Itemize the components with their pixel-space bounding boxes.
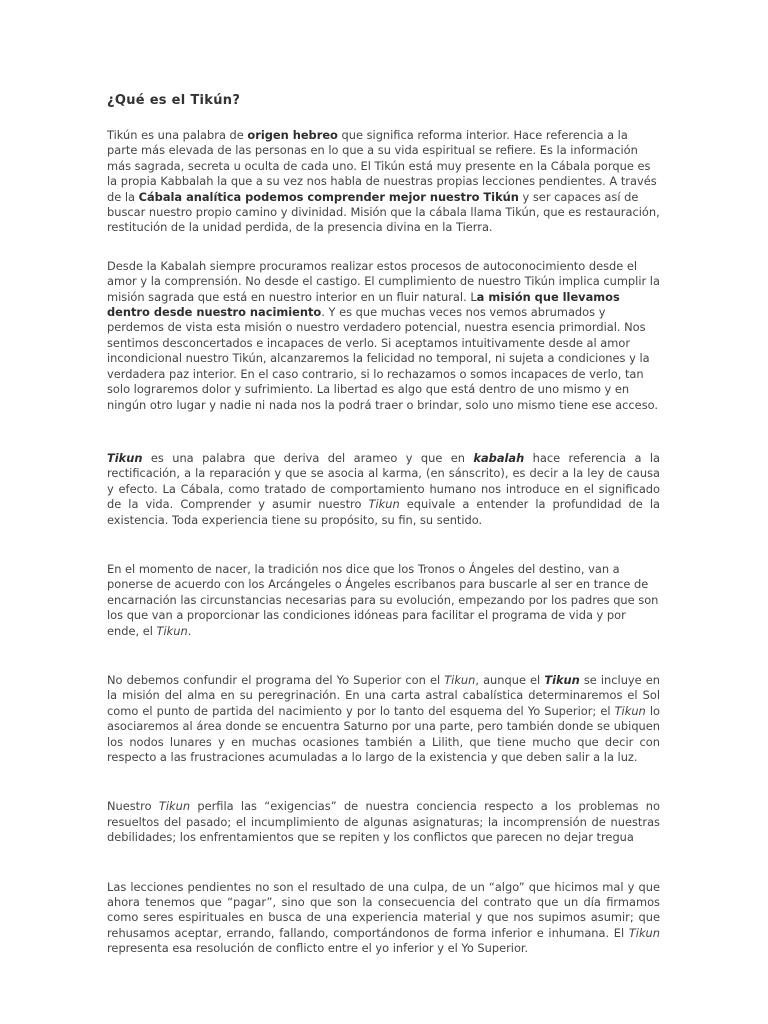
page-title: ¿Qué es el Tikún? bbox=[107, 93, 241, 108]
paragraph-3: Tikun es una palabra que deriva del arameo y que en kabalah hace referencia a la rectificación, a la reparación y que se asocia al karma, (en sánscrito), es decir a la ley de causa y efecto. La Cábala, como tratado de comportamiento humano nos introduce en el significado de la vida. Comprender y asumir nuestro Tikun equivale a entender la profundidad de la existencia. Toda experiencia tiene su propósito, su fin, su sentido. bbox=[107, 450, 661, 527]
paragraph-2: Desde la Kabalah siempre procuramos realizar estos procesos de autoconocimiento desde el amor y la comprensión. No desde el castigo. El cumplimiento de nuestro Tikún implica cumplir la misión sagrada que está en nuestro interior en un fluir natural. La misión que llevamos dentro desde nuestro nacimiento. Y es que muchas veces nos vemos abrumados y perdemos de vista esta misión o nuestro verdadero potencial, nuestra esencia primordial. Nos sentimos desconcertados e incapaces de verlo. Si aceptamos intuitivamente desde al amor incondicional nuestro Tikún, alcanzaremos la felicidad no temporal, ni sujeta a condiciones y la verdadera paz interior. En el caso contrario, si lo rechazamos o somos incapaces de verlo, tan solo lograremos dolor y sufrimiento. La libertad es algo que está dentro de uno mismo y en ningún otro lugar y nadie ni nada nos la podrá traer o brindar, solo uno mismo tiene ese acceso. bbox=[107, 258, 660, 412]
paragraph-1: Tikún es una palabra de origen hebreo que significa reforma interior. Hace referencia a la parte más elevada de las personas en lo que a su vida espiritual se refiere. Es la información más sagrada, secreta u oculta de cada uno. El Tikún está muy presente en la Cábala porque es la propia Kabbalah la que a su vez nos habla de nuestras propias lecciones pendientes. A través de la Cábala analítica podemos comprender mejor nuestro Tikún y ser capaces así de buscar nuestro propio camino y divinidad. Misión que la cábala llama Tikún, que es restauración, restitución de la unidad perdida, de la presencia divina en la Tierra. bbox=[107, 128, 660, 235]
paragraph-5: No debemos confundir el programa del Yo Superior con el Tikun, aunque el Tikun se incluye en la misión del alma en su peregrinación. En una carta astral cabalística determinaremos el Sol como el punto de partida del nacimiento y por lo tanto del esquema del Yo Superior; el Tikun lo asociaremos al área donde se encuentra Saturno por una parte, pero también donde se ubiquen los nodos lunares y en muchas ocasiones también a Lilith, que tiene mucho que decir con respecto a las frustraciones acumuladas a lo largo de la existencia y que deben salir a la luz. bbox=[107, 672, 660, 764]
paragraph-6: Nuestro Tikun perfila las “exigencias” de nuestra conciencia respecto a los problemas no resueltos del pasado; el incumplimiento de algunas asignaturas; la incomprensión de nuestras debilidades; los enfrentamientos que se repiten y los conflictos que parecen no dejar tregua bbox=[107, 799, 660, 845]
document-page bbox=[107, 93, 660, 957]
paragraph-7: Las lecciones pendientes no son el resultado de una culpa, de un “algo” que hicimos mal y que ahora tenemos que “pagar”, sino que son la consecuencia del contrato que un día firmamos como seres espirituales en busca de una experiencia material y que nos supimos asumir; que rehusamos aceptar, errando, fallando, comportándonos de forma inferior e inhumana. El Tikun representa esa resolución de conflicto entre el yo inferior y el Yo Superior. bbox=[107, 879, 660, 956]
paragraph-4: En el momento de nacer, la tradición nos dice que los Tronos o Ángeles del destino, van a ponerse de acuerdo con los Arcángeles o Ángeles escribanos para buscarle al ser en trance de encarnación las circunstancias necesarias para su evolución, empezando por los padres que son los que van a proporcionar las condiciones idóneas para facilitar el programa de vida y por ende, el Tikun. bbox=[107, 561, 659, 638]
